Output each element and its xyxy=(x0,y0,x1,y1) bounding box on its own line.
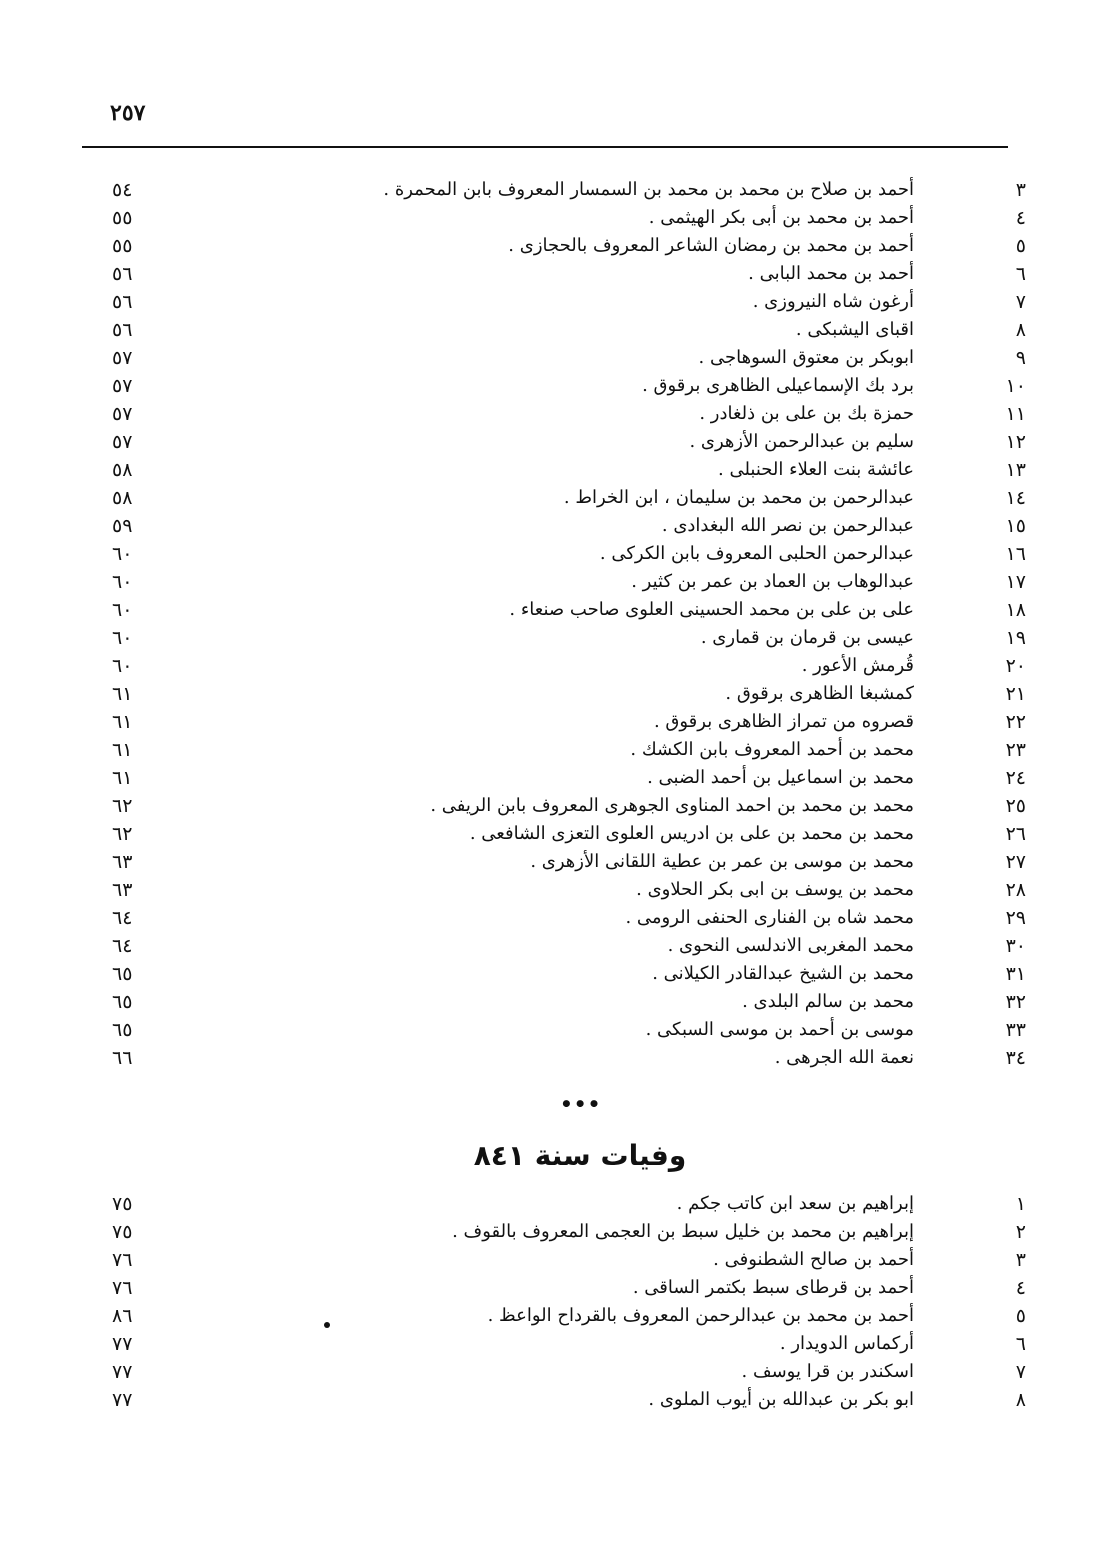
entry-page: ٧٧ xyxy=(112,1361,133,1383)
entry-number: ٥ xyxy=(1015,235,1026,257)
list-item xyxy=(0,988,1120,1016)
entry-page: ٦٤ xyxy=(112,935,133,957)
entry-number: ٦ xyxy=(1015,263,1026,285)
entry-page: ٥٥ xyxy=(112,235,133,257)
entry-number: ٢٦ xyxy=(1005,823,1026,845)
entry-number: ٢٣ xyxy=(1005,739,1026,761)
entry-number: ٩ xyxy=(1015,347,1026,369)
list-item xyxy=(0,1330,1120,1358)
entry-number: ١٩ xyxy=(1005,627,1026,649)
entry-page: ٦٠ xyxy=(112,627,133,649)
entry-number: ٤ xyxy=(1015,1277,1026,1299)
entry-page: ٦١ xyxy=(112,767,133,789)
list-item xyxy=(0,820,1120,848)
entry-page: ٦٥ xyxy=(112,963,133,985)
entry-name: محمد المغربى الاندلسى النحوى . xyxy=(667,935,914,956)
list-item xyxy=(0,1358,1120,1386)
entry-name: أحمد بن محمد بن رمضان الشاعر المعروف بالحجازى . xyxy=(508,235,914,256)
entry-number: ٨ xyxy=(1015,319,1026,341)
section-heading: وفيات سنة ٨٤١ xyxy=(473,1139,687,1172)
entry-page: ٥٨ xyxy=(112,459,133,481)
entry-name: أرغون شاه النيروزى . xyxy=(752,291,914,312)
entry-page: ٦٤ xyxy=(112,907,133,929)
entry-page: ٦١ xyxy=(112,683,133,705)
entry-name: أحمد بن صالح الشطنوفى . xyxy=(713,1249,914,1270)
entry-page: ٥٧ xyxy=(112,431,133,453)
entry-number: ٣٤ xyxy=(1005,1047,1026,1069)
entry-name: عيسى بن قرمان بن قمارى . xyxy=(700,627,914,648)
entry-name: ابوبكر بن معتوق السوهاجى . xyxy=(698,347,914,368)
entry-name: قصروه من تمراز الظاهرى برقوق . xyxy=(653,711,914,732)
entry-number: ١٠ xyxy=(1005,375,1026,397)
entry-name: سليم بن عبدالرحمن الأزهرى . xyxy=(689,431,914,452)
entry-name: عبدالرحمن بن نصر الله البغدادى . xyxy=(661,515,914,536)
entry-number: ١٤ xyxy=(1005,487,1026,509)
list-item xyxy=(0,260,1120,288)
entry-page: ٧٦ xyxy=(112,1249,133,1271)
list-item xyxy=(0,652,1120,680)
entry-name: محمد بن أحمد المعروف بابن الكشك . xyxy=(630,739,914,760)
entry-number: ١ xyxy=(1015,1193,1026,1215)
entry-page: ٦٥ xyxy=(112,991,133,1013)
entry-page: ٥٦ xyxy=(112,319,133,341)
list-item xyxy=(0,512,1120,540)
list-item xyxy=(0,1274,1120,1302)
list-item xyxy=(0,596,1120,624)
entry-name: محمد بن الشيخ عبدالقادر الكيلانى . xyxy=(652,963,914,984)
list-item xyxy=(0,484,1120,512)
entry-page: ٧٧ xyxy=(112,1333,133,1355)
list-item xyxy=(0,344,1120,372)
list-item xyxy=(0,400,1120,428)
stray-dot xyxy=(324,1322,330,1328)
entry-name: محمد بن سالم البلدى . xyxy=(742,991,914,1012)
list-item xyxy=(0,904,1120,932)
entry-number: ١٧ xyxy=(1005,571,1026,593)
entry-page: ٦٠ xyxy=(112,599,133,621)
entry-page: ٥٥ xyxy=(112,207,133,229)
list-item xyxy=(0,848,1120,876)
entry-name: برد بك الإسماعيلى الظاهرى برقوق . xyxy=(642,375,914,396)
entry-number: ٦ xyxy=(1015,1333,1026,1355)
entry-page: ٦١ xyxy=(112,711,133,733)
entry-name: عبدالرحمن الحلبى المعروف بابن الكركى . xyxy=(599,543,914,564)
entry-name: محمد بن محمد بن احمد المناوى الجوهرى المعروف بابن الريفى . xyxy=(430,795,914,816)
entry-number: ١٨ xyxy=(1005,599,1026,621)
entry-page: ٦٣ xyxy=(112,851,133,873)
entry-number: ٣٠ xyxy=(1005,935,1026,957)
entry-number: ٣ xyxy=(1015,179,1026,201)
entry-number: ٣٢ xyxy=(1005,991,1026,1013)
entry-number: ٢٧ xyxy=(1005,851,1026,873)
entry-name: عبدالرحمن بن محمد بن سليمان ، ابن الخراط . xyxy=(563,487,914,508)
entry-page: ٧٥ xyxy=(112,1193,133,1215)
list-item xyxy=(0,372,1120,400)
entry-name: أحمد بن محمد البابى . xyxy=(748,263,914,284)
entry-page: ٥٤ xyxy=(112,179,133,201)
list-item xyxy=(0,568,1120,596)
list-item xyxy=(0,792,1120,820)
entry-page: ٦٠ xyxy=(112,655,133,677)
entry-name: محمد بن موسى بن عمر بن عطية اللقانى الأزهرى . xyxy=(530,851,914,872)
entry-name: أحمد بن صلاح بن محمد بن محمد بن السمسار المعروف بابن المحمرة . xyxy=(383,179,914,200)
entry-number: ٨ xyxy=(1015,1389,1026,1411)
entry-name: موسى بن أحمد بن موسى السبكى . xyxy=(645,1019,914,1040)
index-list-1 xyxy=(0,176,1120,1072)
list-item xyxy=(0,1044,1120,1072)
list-item xyxy=(0,764,1120,792)
entry-number: ٢٩ xyxy=(1005,907,1026,929)
entry-number: ٢٠ xyxy=(1005,655,1026,677)
list-item xyxy=(0,232,1120,260)
entry-name: اقباى اليشبكى . xyxy=(795,319,914,340)
list-item xyxy=(0,1016,1120,1044)
list-item xyxy=(0,736,1120,764)
entry-name: أحمد بن محمد بن أبى بكر الهيثمى . xyxy=(648,207,914,228)
entry-name: محمد شاه بن الفنارى الحنفى الرومى . xyxy=(625,907,914,928)
entry-page: ٧٧ xyxy=(112,1389,133,1411)
entry-number: ٧ xyxy=(1015,291,1026,313)
list-item xyxy=(0,1190,1120,1218)
list-item xyxy=(0,456,1120,484)
list-item xyxy=(0,876,1120,904)
list-item xyxy=(0,1386,1120,1414)
entry-name: أحمد بن محمد بن عبدالرحمن المعروف بالقرداح الواعظ . xyxy=(487,1305,914,1326)
entry-number: ٢١ xyxy=(1005,683,1026,705)
entry-name: على بن على بن محمد الحسينى العلوى صاحب صنعاء . xyxy=(509,599,914,620)
entry-name: عبدالوهاب بن العماد بن عمر بن كثير . xyxy=(631,571,914,592)
entry-name: محمد بن يوسف بن ابى بكر الحلاوى . xyxy=(636,879,914,900)
entry-page: ٦١ xyxy=(112,739,133,761)
section-divider: ••• xyxy=(560,1092,602,1116)
entry-number: ٢٢ xyxy=(1005,711,1026,733)
entry-page: ٨٦ xyxy=(112,1305,133,1327)
entry-number: ٣٣ xyxy=(1005,1019,1026,1041)
entry-page: ٥٨ xyxy=(112,487,133,509)
entry-page: ٦٣ xyxy=(112,879,133,901)
list-item xyxy=(0,624,1120,652)
entry-page: ٦٦ xyxy=(112,1047,133,1069)
list-item xyxy=(0,1218,1120,1246)
entry-page: ٦٢ xyxy=(112,795,133,817)
entry-number: ٢ xyxy=(1015,1221,1026,1243)
list-item xyxy=(0,960,1120,988)
list-item xyxy=(0,932,1120,960)
list-item xyxy=(0,176,1120,204)
entry-number: ٤ xyxy=(1015,207,1026,229)
entry-number: ٢٨ xyxy=(1005,879,1026,901)
index-list-2 xyxy=(0,1190,1120,1414)
list-item xyxy=(0,316,1120,344)
page-number: ٢٥٧ xyxy=(110,100,146,126)
entry-name: إبراهيم بن محمد بن خليل سبط بن العجمى المعروف بالقوف . xyxy=(452,1221,914,1242)
entry-page: ٥٦ xyxy=(112,263,133,285)
entry-name: محمد بن اسماعيل بن أحمد الضبى . xyxy=(647,767,914,788)
entry-number: ٧ xyxy=(1015,1361,1026,1383)
entry-name: أحمد بن قرطاى سبط بكتمر الساقى . xyxy=(632,1277,914,1298)
list-item xyxy=(0,1246,1120,1274)
entry-number: ٢٤ xyxy=(1005,767,1026,789)
entry-name: عائشة بنت العلاء الحنبلى . xyxy=(718,459,914,480)
entry-page: ٧٥ xyxy=(112,1221,133,1243)
entry-number: ١٣ xyxy=(1005,459,1026,481)
list-item xyxy=(0,680,1120,708)
entry-number: ٣١ xyxy=(1005,963,1026,985)
entry-number: ٣ xyxy=(1015,1249,1026,1271)
entry-name: محمد بن محمد بن على بن ادريس العلوى التعزى الشافعى . xyxy=(469,823,914,844)
entry-page: ٥٧ xyxy=(112,347,133,369)
entry-number: ١٥ xyxy=(1005,515,1026,537)
entry-page: ٥٦ xyxy=(112,291,133,313)
entry-number: ٢٥ xyxy=(1005,795,1026,817)
entry-page: ٦٠ xyxy=(112,543,133,565)
list-item xyxy=(0,1302,1120,1330)
list-item xyxy=(0,288,1120,316)
entry-page: ٥٧ xyxy=(112,375,133,397)
entry-page: ٥٧ xyxy=(112,403,133,425)
entry-name: أركماس الدويدار . xyxy=(779,1333,914,1354)
entry-name: قُرمش الأعور . xyxy=(801,655,914,676)
header-rule xyxy=(82,146,1008,148)
list-item xyxy=(0,204,1120,232)
entry-page: ٦٥ xyxy=(112,1019,133,1041)
entry-page: ٥٩ xyxy=(112,515,133,537)
entry-number: ١٢ xyxy=(1005,431,1026,453)
entry-name: ابو بكر بن عبدالله بن أيوب الملوى . xyxy=(648,1389,914,1410)
list-item xyxy=(0,708,1120,736)
entry-name: اسكندر بن قرا يوسف . xyxy=(741,1361,914,1382)
entry-number: ١١ xyxy=(1005,403,1026,425)
entry-number: ٥ xyxy=(1015,1305,1026,1327)
entry-page: ٦٠ xyxy=(112,571,133,593)
entry-page: ٦٢ xyxy=(112,823,133,845)
entry-name: كمشبغا الظاهرى برقوق . xyxy=(725,683,914,704)
entry-name: نعمة الله الجرهى . xyxy=(774,1047,914,1068)
list-item xyxy=(0,540,1120,568)
entry-number: ١٦ xyxy=(1005,543,1026,565)
list-item xyxy=(0,428,1120,456)
entry-name: إبراهيم بن سعد ابن كاتب جكم . xyxy=(676,1193,914,1214)
entry-name: حمزة بك بن على بن ذلغادر . xyxy=(699,403,914,424)
entry-page: ٧٦ xyxy=(112,1277,133,1299)
